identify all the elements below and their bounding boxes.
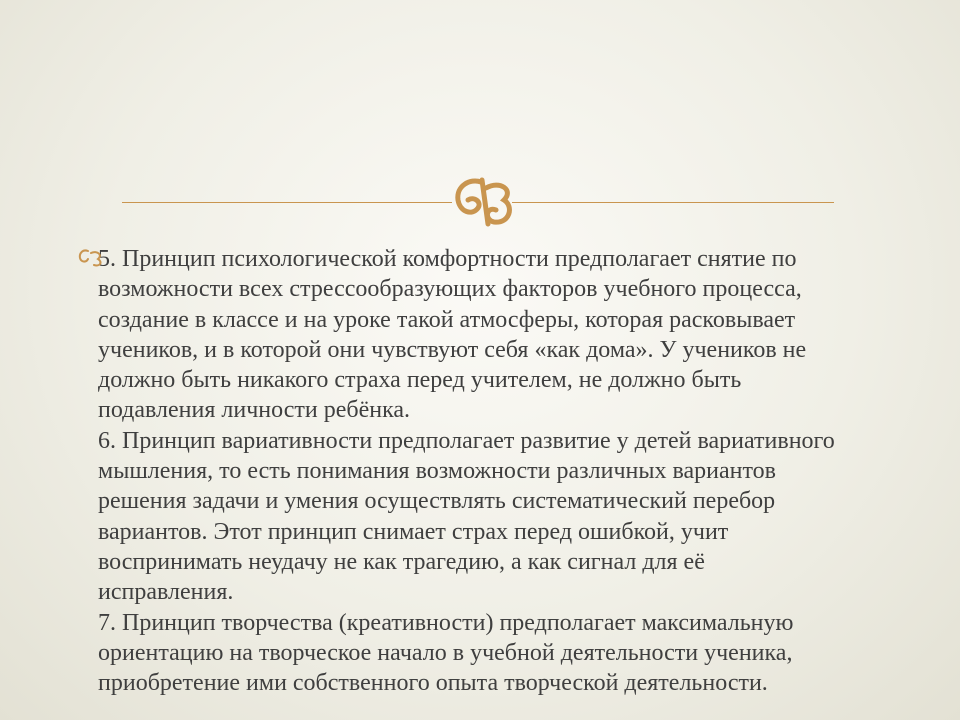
swirl-bullet-icon xyxy=(78,247,104,267)
text-line: возможности всех стрессообразующих факторов учебного процесса, xyxy=(98,276,802,303)
text-line: подавления личности ребёнка. xyxy=(98,397,411,424)
text-line: мышления, то есть понимания возможности различных вариантов xyxy=(98,458,776,485)
text-line: приобретение ими собственного опыта творческой деятельности. xyxy=(98,670,768,697)
divider-line-left xyxy=(122,202,452,203)
text-line: создание в классе и на уроке такой атмосферы, которая расковывает xyxy=(98,306,796,333)
text-line: должно быть никакого страха перед учителем, не должно быть xyxy=(98,367,742,394)
text-line: решения задачи и умения осуществлять систематический перебор xyxy=(98,488,776,515)
text-line: исправления. xyxy=(98,579,234,606)
paragraph-principle-5 xyxy=(98,244,948,426)
text-line: воспринимать неудачу не как трагедию, а как сигнал для её xyxy=(98,548,705,575)
text-line: 5. Принцип психологической комфортности предполагает снятие по xyxy=(98,246,797,272)
paragraph-principle-6 xyxy=(98,426,948,608)
text-line: учеников, и в которой они чувствуют себя «как дома». У учеников не xyxy=(98,336,807,363)
text-line: 6. Принцип вариативности предполагает развитие у детей вариативного xyxy=(98,427,835,454)
divider-line-right xyxy=(512,202,834,203)
paragraph-principle-7 xyxy=(98,608,948,699)
slide-body-text xyxy=(98,244,948,698)
text-line: ориентацию на творческое начало в учебной деятельности ученика, xyxy=(98,639,793,666)
text-line: вариантов. Этот принцип снимает страх перед ошибкой, учит xyxy=(98,518,729,545)
text-line: 7. Принцип творчества (креативности) предполагает максимальную xyxy=(98,609,794,636)
swirl-ornament-icon xyxy=(448,166,518,236)
